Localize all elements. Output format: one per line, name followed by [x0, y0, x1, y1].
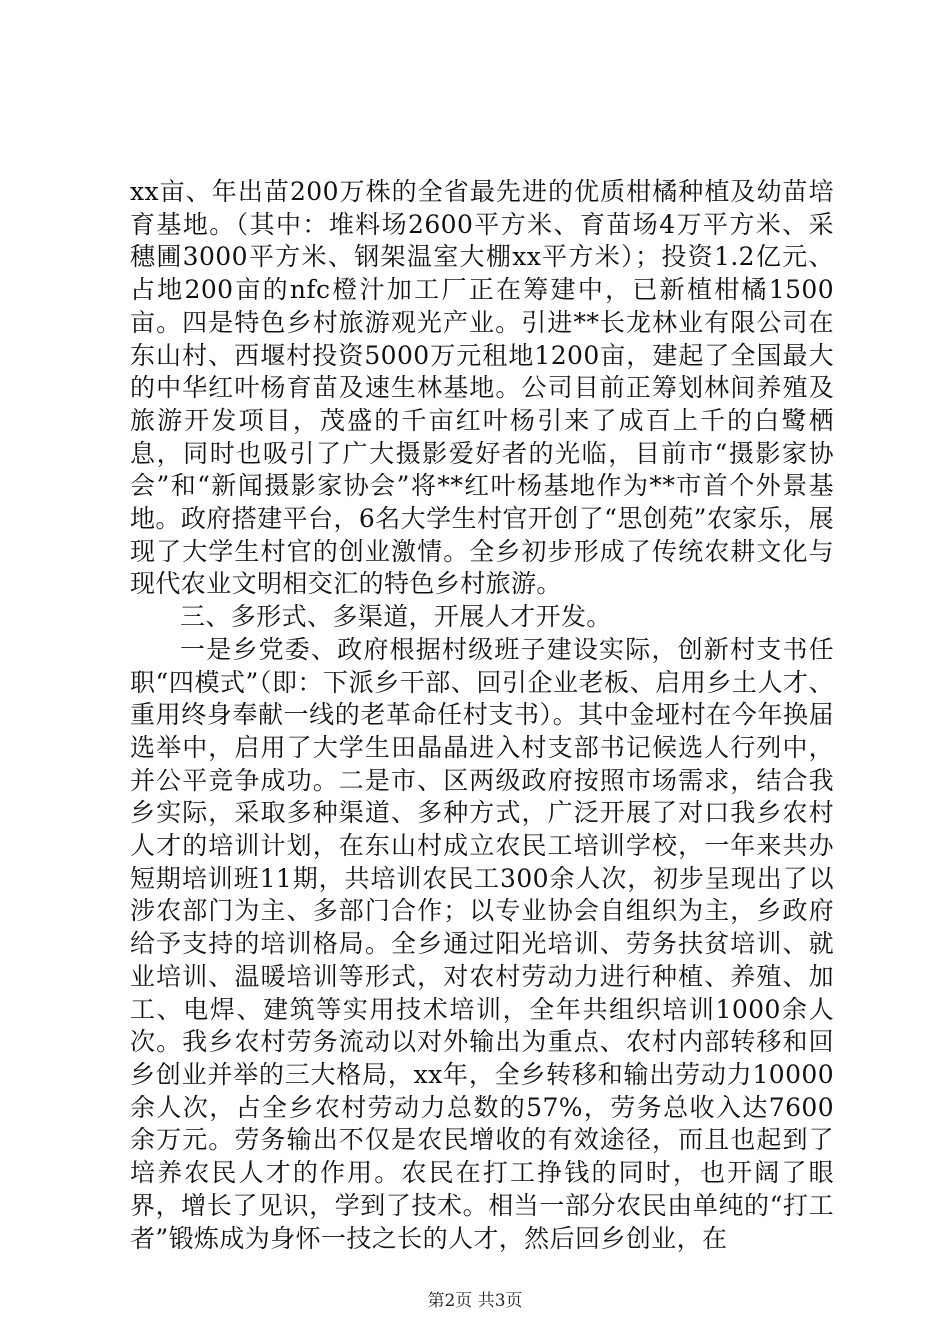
body-paragraph: xx亩、年出苗200万株的全省最先进的优质柑橘种植及幼苗培育基地。（其中：堆料场2600平方米、育苗场4万平方米、采穗圃3000平方米、钢架温室大棚xx平方米）；投资1.2亿元、占地200亩的nfc橙汁加工厂正在筹建中，已新植柑橘1500亩。四是特色乡村旅游观光产业。引进**长龙林业有限公司在东山村、西堰村投资5000万元租地1200亩，建起了全国最大的中华红叶杨育苗及速生林基地。公司目前正筹划林间养殖及旅游开发项目，茂盛的千亩红叶杨引来了成百上千的白鹭栖息，同时也吸引了广大摄影爱好者的光临，目前市“摄影家协会”和“新闻摄影家协会”将**红叶杨基地作为**市首个外景基地。政府搭建平台，6名大学生村官开创了“思创苑”农家乐，展现了大学生村官的创业激情。全乡初步形成了传统农耕文化与现代农业文明相交汇的特色乡村旅游。	[130, 177, 834, 599]
page-number-footer: 第2页 共3页	[427, 1291, 523, 1311]
document-body	[130, 176, 834, 1255]
body-paragraph: 一是乡党委、政府根据村级班子建设实际，创新村支书任职“四模式”（即：下派乡干部、回引企业老板、启用乡土人才、重用终身奉献一线的老革命任村支书）。其中金垭村在今年换届选举中，启用了大学生田晶晶进入村支部书记候选人行列中，并公平竞争成功。二是市、区两级政府按照市场需求，结合我乡实际，采取多种渠道、多种方式，广泛开展了对口我乡农村人才的培训计划，在东山村成立农民工培训学校，一年来共办短期培训班11期，共培训农民工300余人次，初步呈现出了以涉农部门为主、多部门合作；以专业协会自组织为主，乡政府给予支持的培训格局。全乡通过阳光培训、劳务扶贫培训、就业培训、温暖培训等形式，对农村劳动力进行种植、养殖、加工、电焊、建筑等实用技术培训，全年共组织培训1000余人次。我乡农村劳务流动以对外输出为重点、农村内部转移和回乡创业并举的三大格局，xx年，全乡转移和输出劳动力10000余人次，占全乡农村劳动力总数的57%，劳务总收入达7600余万元。劳务输出不仅是农民增收的有效途径，而且也起到了培养农民人才的作用。农民在打工挣钱的同时，也开阔了眼界，增长了见识，学到了技术。相当一部分农民由单纯的“打工者”锻炼成为身怀一技之长的人才，然后回乡创业，在	[130, 634, 834, 1253]
section-heading: 三、多形式、多渠道，开展人才开发。	[180, 602, 612, 632]
